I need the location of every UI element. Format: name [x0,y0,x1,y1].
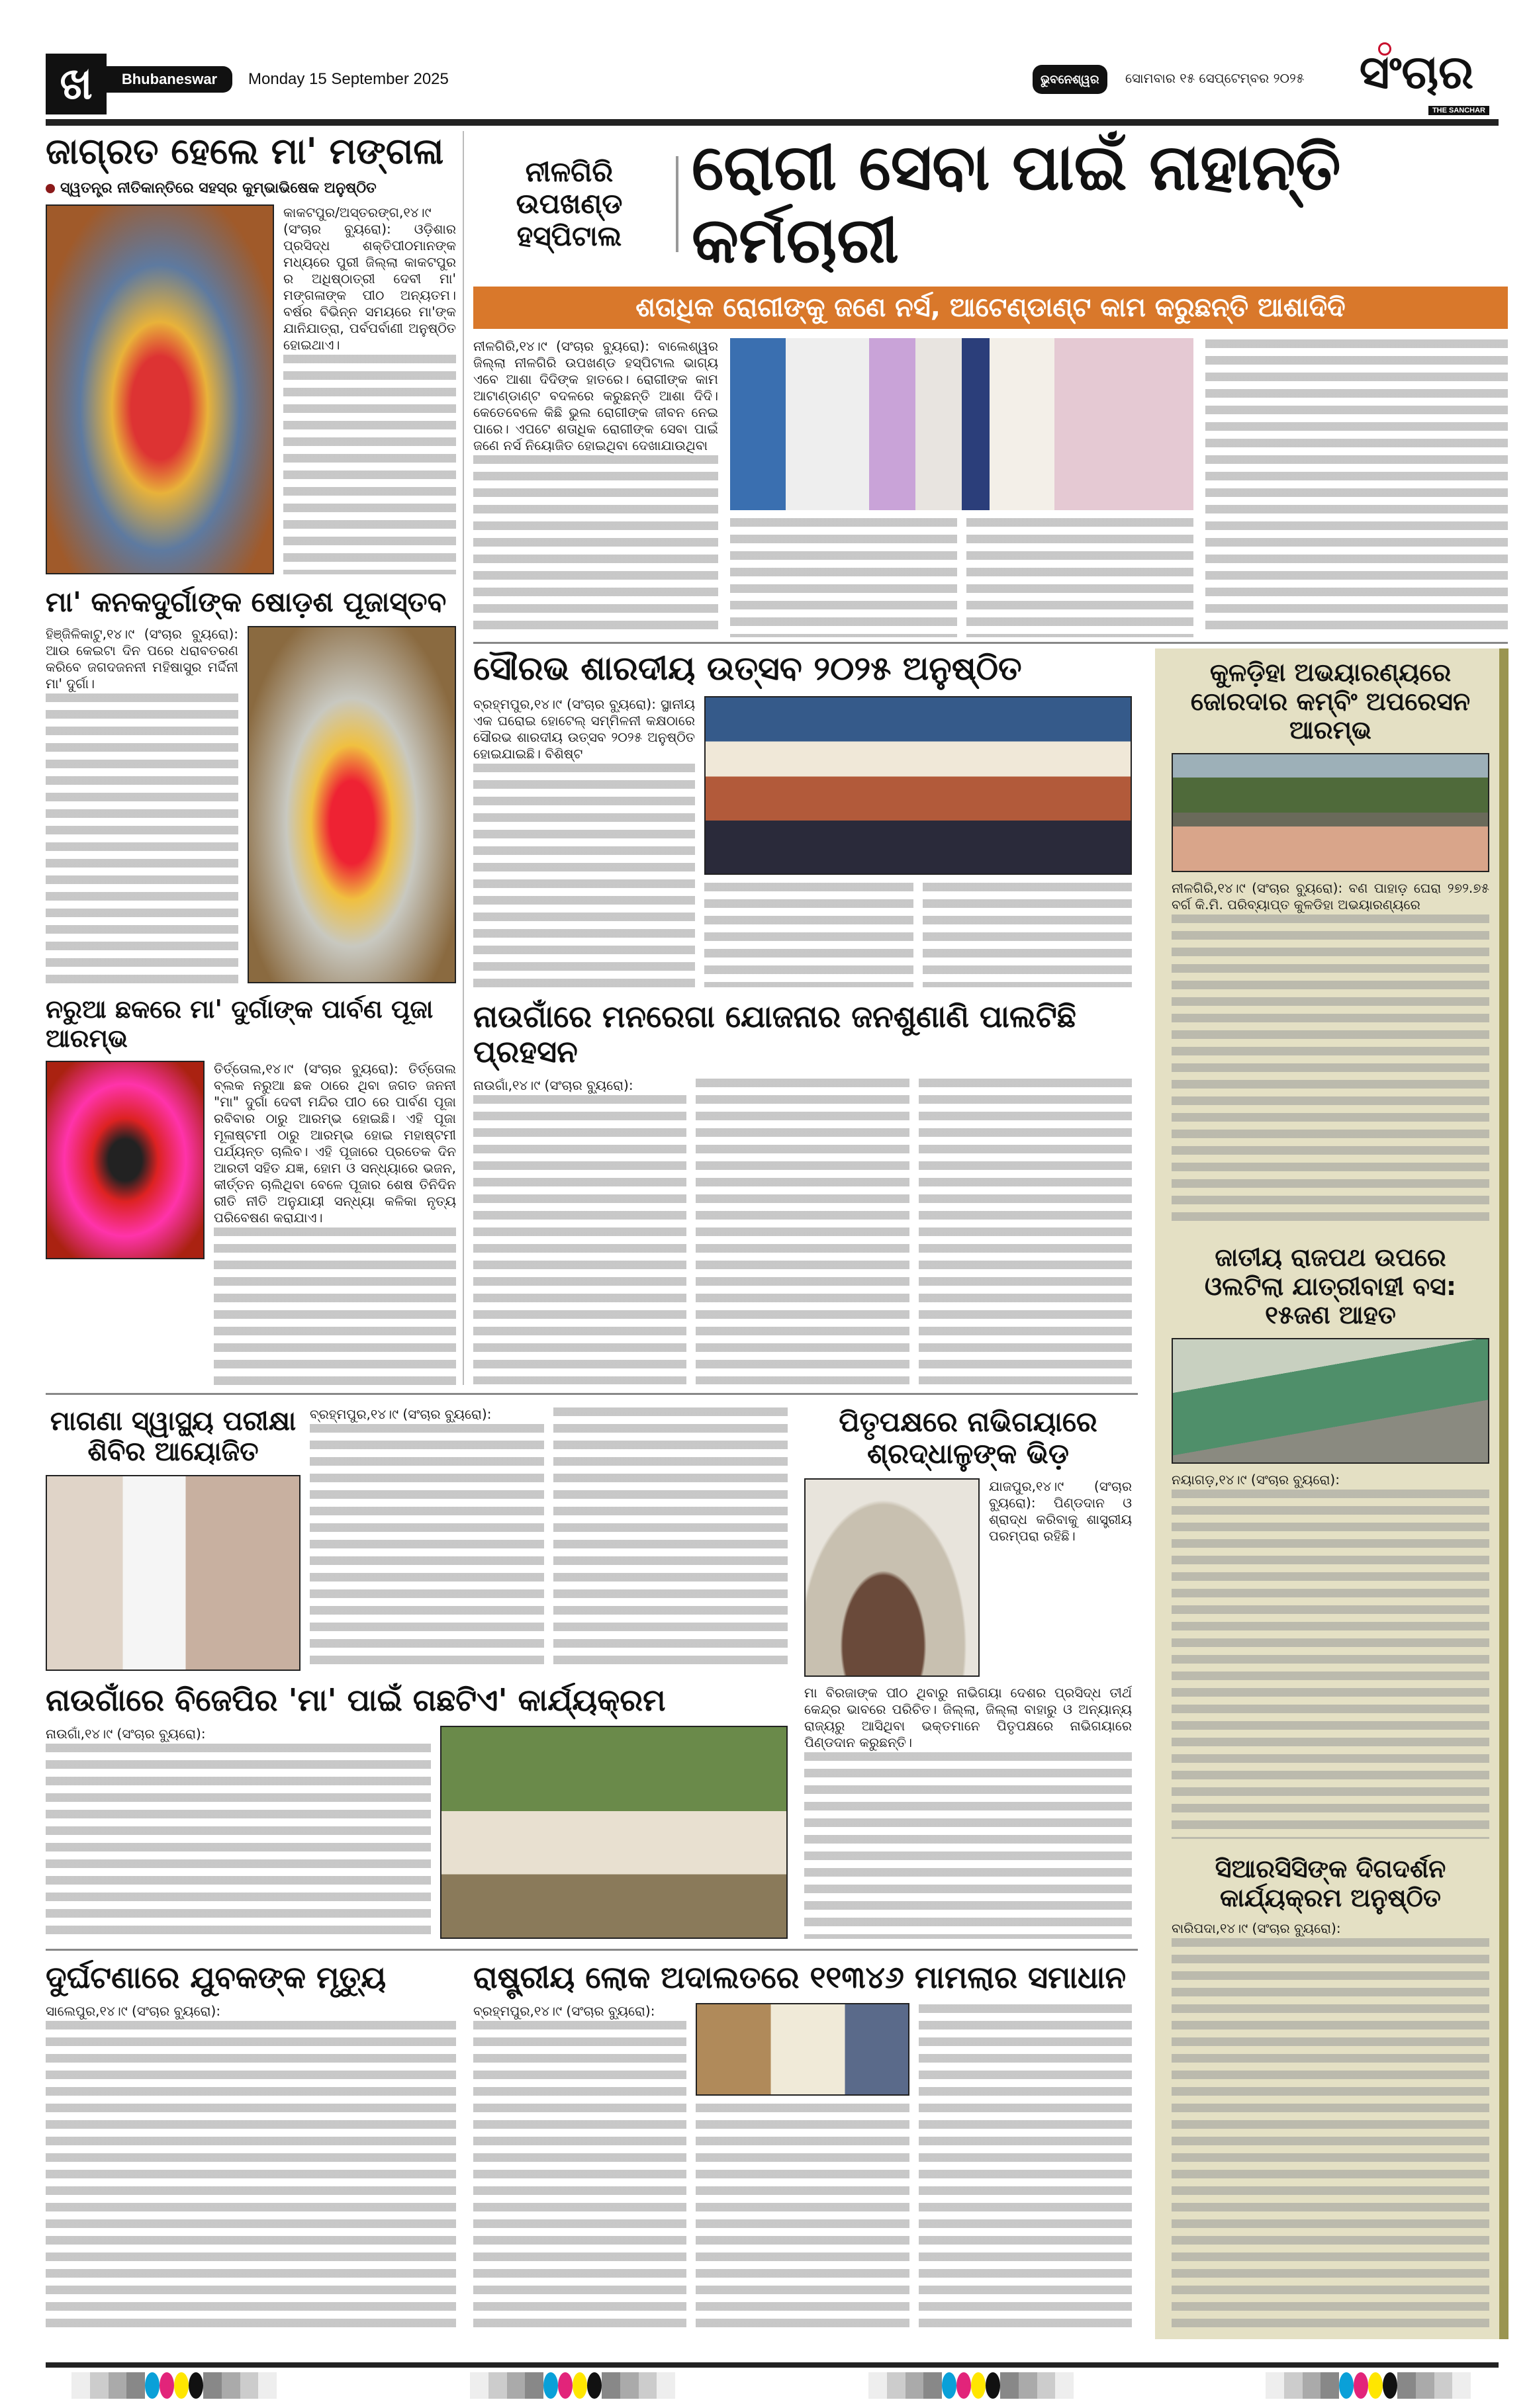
article-text: ନୀଳଗିରି,୧୪।୯ (ସଂଚାର ବ୍ୟୁରୋ): ବାଲେଶ୍ୱର ଜିଲ୍ଲା ନୀଳଗିରି ଉପଖଣ୍ଡ ହସ୍ପିଟାଲ ଭାଗ୍ୟ ଏବେ ଆଶା ଦିଦିଙ୍କ ହାତରେ। ରୋଗୀଙ୍କ କାମ ଆଟାଣ୍ଡାଣ୍ଟ ବଦଳରେ କରୁଛନ୍ତି ଆଶା ଦିଦି। କେତେବେଳେ କିଛି ଭୁଲ ରୋଗୀଙ୍କ ଜୀବନ ନେଇ ପାରେ। ଏପଟେ ଶତାଧିକ ରୋଗୀଙ୍କ ସେବା ପାଇଁ ଜଣେ ନର୍ସ ନିୟୋଜିତ ହୋଇଥିବା ଦେଖାଯାଉଥିବା [473,337,718,453]
logo-subtitle: THE SANCHAR [1428,106,1489,115]
article-row [46,626,456,983]
photo-overturned-bus [1172,1338,1489,1464]
text-lines [310,1424,544,1671]
logo-dot-icon [1378,42,1391,56]
article-body-bjp [46,1726,431,1939]
article-text: ତିର୍ତ୍ତୋଲ,୧୪।୯ (ସଂଚାର ବ୍ୟୁରୋ): ତିର୍ତ୍ତୋଲ ବ୍ଲକ ନରୁଆ ଛକ ଠାରେ ଥିବା ଜଗତ ଜନନୀ "ମା" ଦୁର୍ଗା ଦେବୀ ମନ୍ଦିର ପୀଠ ରେ ପାର୍ବଣ ପୂଜା ରବିବାର ଠାରୁ ଆରମ୍ଭ ହୋଇଛି। ଏହି ପୂଜା ମୂଳାଷ୍ଟମୀ ଠାରୁ ଆରମ୍ଭ ହୋଇ ମହାଷ୍ଟମୀ ପର୍ଯ୍ୟନ୍ତ ଚାଲିବ। ଏହି ପୂଜାରେ ପ୍ରତେକ ଦିନ ଆରତୀ ସହିତ ଯଜ୍ଞ, ହୋମ ଓ ସନ୍ଧ୍ୟାରେ ଭଜନ, କୀର୍ତ୍ତନ ଚାଲିଥିବା ବେଳେ ପୂଜାର ଶେଷ ତିନିଦିନ ରୀତି ନୀତି ଅନୁଯାୟୀ ସନ୍ଧ୍ୟା କଳିକା ନୃତ୍ୟ ପରିବେଷଣ କରାଯାଏ। [214,1061,456,1226]
subhead-mangala [46,180,456,197]
text-lines [804,1752,1132,1939]
headline-accident: ଦୁର୍ଘଟଣାରେ ଯୁବକଙ୍କ ମୃତ୍ୟୁ [46,1959,387,1995]
article-body-health-col2 [553,1406,788,1671]
article-body-pitru [989,1478,1132,1677]
text-lines [473,1095,686,1384]
headline-kanakadurga: ମା' କନକଦୁର୍ଗାଙ୍କ ଷୋଡ଼ଶ ପୂଜାସ୍ତବ [46,586,447,618]
color-calibration-bar [71,2372,277,2399]
page-number-box: ଖ [46,54,107,114]
lead-body-row [473,338,1508,637]
photo-nabhigaya [804,1478,980,1677]
bullet-icon [46,184,55,193]
middle-column [473,650,1132,1384]
text-lines [696,1079,909,1384]
headline-narua: ନରୁଆ ଛକରେ ମା' ଦୁର୍ଗାଙ୍କ ପାର୍ବଣ ପୂଜା ଆରମ୍ଭ [46,995,434,1053]
section-rule [46,1393,1138,1395]
article-text: ବ୍ରହ୍ମପୁର,୧୪।୯ (ସଂଚାର ବ୍ୟୁରୋ): [473,2002,655,2019]
photo-tree-plantation [440,1726,788,1939]
headline-saurabh: ସୌରଭ ଶାରଦୀୟ ଉତ୍ସବ ୨୦୨୫ ଅନୁଷ୍ଠିତ [473,650,1022,688]
headline-mgnrega: ନାଉଗାଁରେ ମନରେଗା ଯୋଜନାର ଜନଶୁଣାଣି ପାଲଟିଛି ପ୍ରହସନ [473,999,1076,1069]
article-body-lead-col4 [1205,338,1508,637]
date-or: ସୋମବାର ୧୫ ସେପ୍ଟେମ୍ବର ୨୦୨୫ [1125,70,1305,86]
saurabh-right [704,696,1132,988]
column-divider [463,131,464,1385]
article-body-adalat-col3 [919,2003,1132,2331]
article-health-camp [46,1406,788,1671]
photo-durga-idol [46,1061,205,1259]
article-body-lead-col2 [730,517,957,637]
article-body-health [310,1406,544,1671]
text-lines [46,2021,456,2331]
article-row [473,2003,1132,2331]
lead-center [730,338,1193,637]
article-row [804,1478,1132,1677]
health-left [46,1406,301,1671]
lead-banner: ଶତାଧିକ ରୋଗୀଙ୍କୁ ଜଣେ ନର୍ସ, ଆଟେଣ୍ଡାଣ୍ଟ କାମ କରୁଛନ୍ତି ଆଶାଦିଦି [473,287,1508,329]
article-row [46,1406,788,1671]
text-lines [923,883,1132,988]
color-calibration-bar [868,2372,1074,2399]
headline-mangala: ଜାଗ୍ରତ ହେଲେ ମା' ମଙ୍ଗଳା [46,131,444,172]
photo-hospital-ward [730,338,1193,510]
saurabh-subcolumns [704,881,1132,988]
article-row [473,696,1132,988]
article-text: ନାଉଗାଁ,୧୪।୯ (ସଂଚାର ବ୍ୟୁରୋ): [46,1725,206,1742]
logo-text: ସଂଚାର [1359,45,1474,99]
lead-header-row [473,131,1508,277]
bottom-section-rule [46,1949,1138,1951]
text-lines [1172,914,1489,1227]
headline-health-camp: ମାଗଣା ସ୍ୱାସ୍ଥ୍ୟ ପରୀକ୍ଷା ଶିବିର ଆୟୋଜିତ [50,1406,297,1467]
article-row [46,1726,788,1939]
article-text: ବାରିପଦା,୧୪।୯ (ସଂଚାର ବ୍ୟୁରୋ): [1172,1920,1341,1937]
article-body-bus [1172,1472,1489,1839]
article-body-adalat-col2 [696,2102,909,2331]
article-kuldiha [1172,658,1489,1227]
text-lines [730,518,957,637]
article-narua [46,995,456,1385]
headline-bjp: ନାଉଗାଁରେ ବିଜେପିର 'ମା' ପାଇଁ ଗଛଟିଏ' କାର୍ଯ୍ୟକ୍ରମ [46,1683,666,1718]
article-body-saurabh-col2 [704,881,913,988]
subhead-text: ସ୍ୱତନ୍ତ୍ର ନୀତିକାନ୍ତିରେ ସହସ୍ର କୁମ୍ଭାଭିଷେକ ଅନୁଷ୍ଠିତ [60,180,377,197]
article-body-saurabh-col3 [923,881,1132,988]
article-body-lead [473,338,718,637]
lead-rule [473,642,1508,644]
article-row [46,1061,456,1385]
footer-rule [46,2362,1499,2368]
photo-kanakadurga-idol [248,626,456,983]
article-body-lead-col3 [966,517,1193,637]
article-crcc [1172,1855,1489,2329]
headline-pitru-paksha: ପିତୃପକ୍ଷରେ ନାଭିଗୟାରେ ଶ୍ରଦ୍ଧାଳୁଙ୍କ ଭିଡ଼ [839,1405,1097,1470]
photo-health-camp [46,1475,301,1671]
right-column [1172,658,1489,2329]
accident-column [46,1960,456,2331]
headline-lok-adalat: ରାଷ୍ଟ୍ରୀୟ ଲୋକ ଅଦାଲତରେ ୧୧୩୪୬ ମାମଲାର ସମାଧାନ [473,1959,1127,1995]
article-body-narua [214,1061,456,1385]
article-bjp [46,1683,788,1939]
article-body-mgnrega-col3 [919,1077,1132,1384]
text-lines [966,518,1193,637]
article-body-mgnrega-col2 [696,1077,909,1384]
photo-combing-operation [1172,753,1489,872]
text-lines [1172,1490,1489,1839]
color-calibration-bar [1266,2372,1471,2399]
article-mgnrega [473,999,1132,1384]
article-saurabh [473,650,1132,987]
photo-lok-adalat [696,2003,909,2096]
lower-left-column [46,1406,788,1939]
text-lines [46,1744,431,1939]
article-body-mangala [283,204,456,574]
text-lines [1172,1938,1489,2329]
headline-bus-accident: ଜାତୀୟ ରାଜପଥ ଉପରେ ଓଲଟିଲା ଯାତ୍ରୀବାହୀ ବସ: ୧୫ଜଣ ଆହତ [1204,1243,1457,1330]
date-en: Monday 15 September 2025 [248,70,449,88]
text-lines [704,883,913,988]
adalat-center [696,2003,909,2331]
article-text: ନାଉଗାଁ,୧୪।୯ (ସଂଚାର ବ୍ୟୁରୋ): [473,1077,633,1093]
city-label-or: ଭୁବନେଶ୍ୱର [1033,65,1107,94]
masthead-logo [1337,42,1496,115]
article-text: ହିଞ୍ଜିଳିକାଟୁ,୧୪।୯ (ସଂଚାର ବ୍ୟୁରୋ): ଆଉ କେଇଟା ଦିନ ପରେ ଧରାବତରଣ କରିବେ ଜଗଦଜନନୀ ମହିଷାସୁର ମର୍ଦ୍ଦିନୀ ମା' ଦୁର୍ଗା। [46,626,238,692]
text-lines [214,1227,456,1385]
photo-mangala-deity [46,204,274,574]
article-row [473,1077,1132,1384]
photo-saurabh-event [704,696,1132,875]
header-rule [46,119,1499,126]
headline-kuldiha: କୁଳଡ଼ିହା ଅଭୟାରଣ୍ୟରେ ଜୋରଦାର କମ୍ବିଂ ଅପରେସନ ଆରମ୍ଭ [1190,658,1471,745]
text-lines [473,2021,686,2331]
article-body-kanakadurga [46,626,238,983]
article-body-mgnrega [473,1077,686,1384]
text-lines [473,764,695,988]
article-text: ସାଲେପୁର,୧୪।୯ (ସଂଚାର ବ୍ୟୁରୋ): [46,2002,221,2019]
article-body-adalat [473,2003,686,2331]
article-bus [1172,1243,1489,1839]
article-text: ନୟାଗଡ଼,୧୪।୯ (ସଂଚାର ବ୍ୟୁରୋ): [1172,1472,1340,1488]
article-kanakadurga [46,586,456,983]
article-body-saurabh [473,696,695,988]
article-body-kuldiha [1172,880,1489,1227]
left-column [46,131,456,1385]
lead-subcolumns [730,517,1193,637]
city-label-en: Bhubaneswar [107,66,232,93]
lead-story [473,131,1508,637]
text-lines [1205,339,1508,637]
text-lines [919,1079,1132,1384]
article-mangala [46,131,456,574]
text-lines [919,2004,1132,2331]
headline-crcc: ସିଆରସିସିଙ୍କ ଦିଗଦର୍ଶନ କାର୍ଯ୍ୟକ୍ରମ ଅନୁଷ୍ଠିତ [1215,1855,1446,1912]
adalat-column [473,1960,1132,2331]
article-text: ବ୍ରହ୍ମପୁର,୧୪।୯ (ସଂଚାର ବ୍ୟୁରୋ): ସ୍ଥାନୀୟ ଏକ ଘରୋଇ ହୋଟେଲ୍ ସମ୍ମିଳନୀ କକ୍ଷଠାରେ ସୌରଭ ଶାରଦୀୟ ଉତ୍ସବ ୨୦୨୫ ଅନୁଷ୍ଠିତ ହୋଇଯାଇଛି। ବିଶିଷ୍ଟ [473,695,695,762]
article-body-pitru-cont [804,1685,1132,1939]
article-text: ମା ବିରଜାଙ୍କ ପୀଠ ଥିବାରୁ ନାଭିଗୟା ଦେଶର ପ୍ରସିଦ୍ଧ ତୀର୍ଥ କେନ୍ଦ୍ର ଭାବରେ ପରିଚିତ। ଜିଲ୍ଲା, ଜିଲ୍ଲା ବାହାରୁ ଓ ଅନ୍ୟାନ୍ୟ ରାଜ୍ୟରୁ ଆସିଥିବା ଭକ୍ତମାନେ ପିତୃପକ୍ଷରେ ନାଭିଗୟାରେ ପିଣ୍ଡଦାନ କରୁଛନ୍ତି। [804,1684,1132,1750]
text-lines [46,693,238,983]
color-calibration-bar [470,2372,675,2399]
lead-kicker: ନୀଳଗିରି ଉପଖଣ୍ଡ ହସ୍ପିଟାଲ [473,156,678,252]
article-text: ନୀଳଗିରି,୧୪।୯ (ସଂଚାର ବ୍ୟୁରୋ): ବଣ ପାହାଡ଼ ଘେରା ୨୭୨.୭୫ ବର୍ଗ କି.ମି. ପରିବ୍ୟାପ୍ତ କୁଳଡିହା ଅଭୟାରଣ୍ୟରେ [1172,880,1489,913]
lead-headline: ରୋଗୀ ସେବା ପାଇଁ ନାହାନ୍ତି କର୍ମଚାରୀ [692,130,1341,278]
article-row [46,204,456,574]
pitru-column [804,1406,1132,1939]
article-body-crcc [1172,1920,1489,2329]
text-lines [553,1407,788,1671]
article-text: ଯାଜପୁର,୧୪।୯ (ସଂଚାର ବ୍ୟୁରୋ): ପିଣ୍ଡଦାନ ଓ ଶ୍ରାଦ୍ଧ କରିବାକୁ ଶାସ୍ତ୍ରୀୟ ପରମ୍ପରା ରହିଛି। [989,1478,1132,1544]
article-body-accident [46,2003,456,2331]
article-text: ବ୍ରହ୍ମପୁର,୧୪।୯ (ସଂଚାର ବ୍ୟୁରୋ): [310,1406,492,1422]
article-text: କାକଟପୁର/ଅସ୍ତରଙ୍ଗ,୧୪।୯ (ସଂଚାର ବ୍ୟୁରୋ): ଓଡ଼ିଶାର ପ୍ରସିଦ୍ଧ ଶକ୍ତିପୀଠମାନଙ୍କ ମଧ୍ୟରେ ପୁରୀ ଜିଲ୍ଲା କାକଟପୁର ର ଅଧିଷ୍ଠାତ୍ରୀ ଦେବୀ ମା' ମଙ୍ଗଳାଙ୍କ ପୀଠ ଅନ୍ୟତମ। ବର୍ଷର ବିଭିନ୍ନ ସମୟରେ ମା'ଙ୍କ ଯାନିଯାତ୍ରା, ପର୍ବପର୍ବାଣୀ ଅନୁଷ୍ଠିତ ହୋଇଥାଏ। [283,204,456,353]
text-lines [283,355,456,574]
text-lines [473,455,718,637]
text-lines [696,2104,909,2331]
